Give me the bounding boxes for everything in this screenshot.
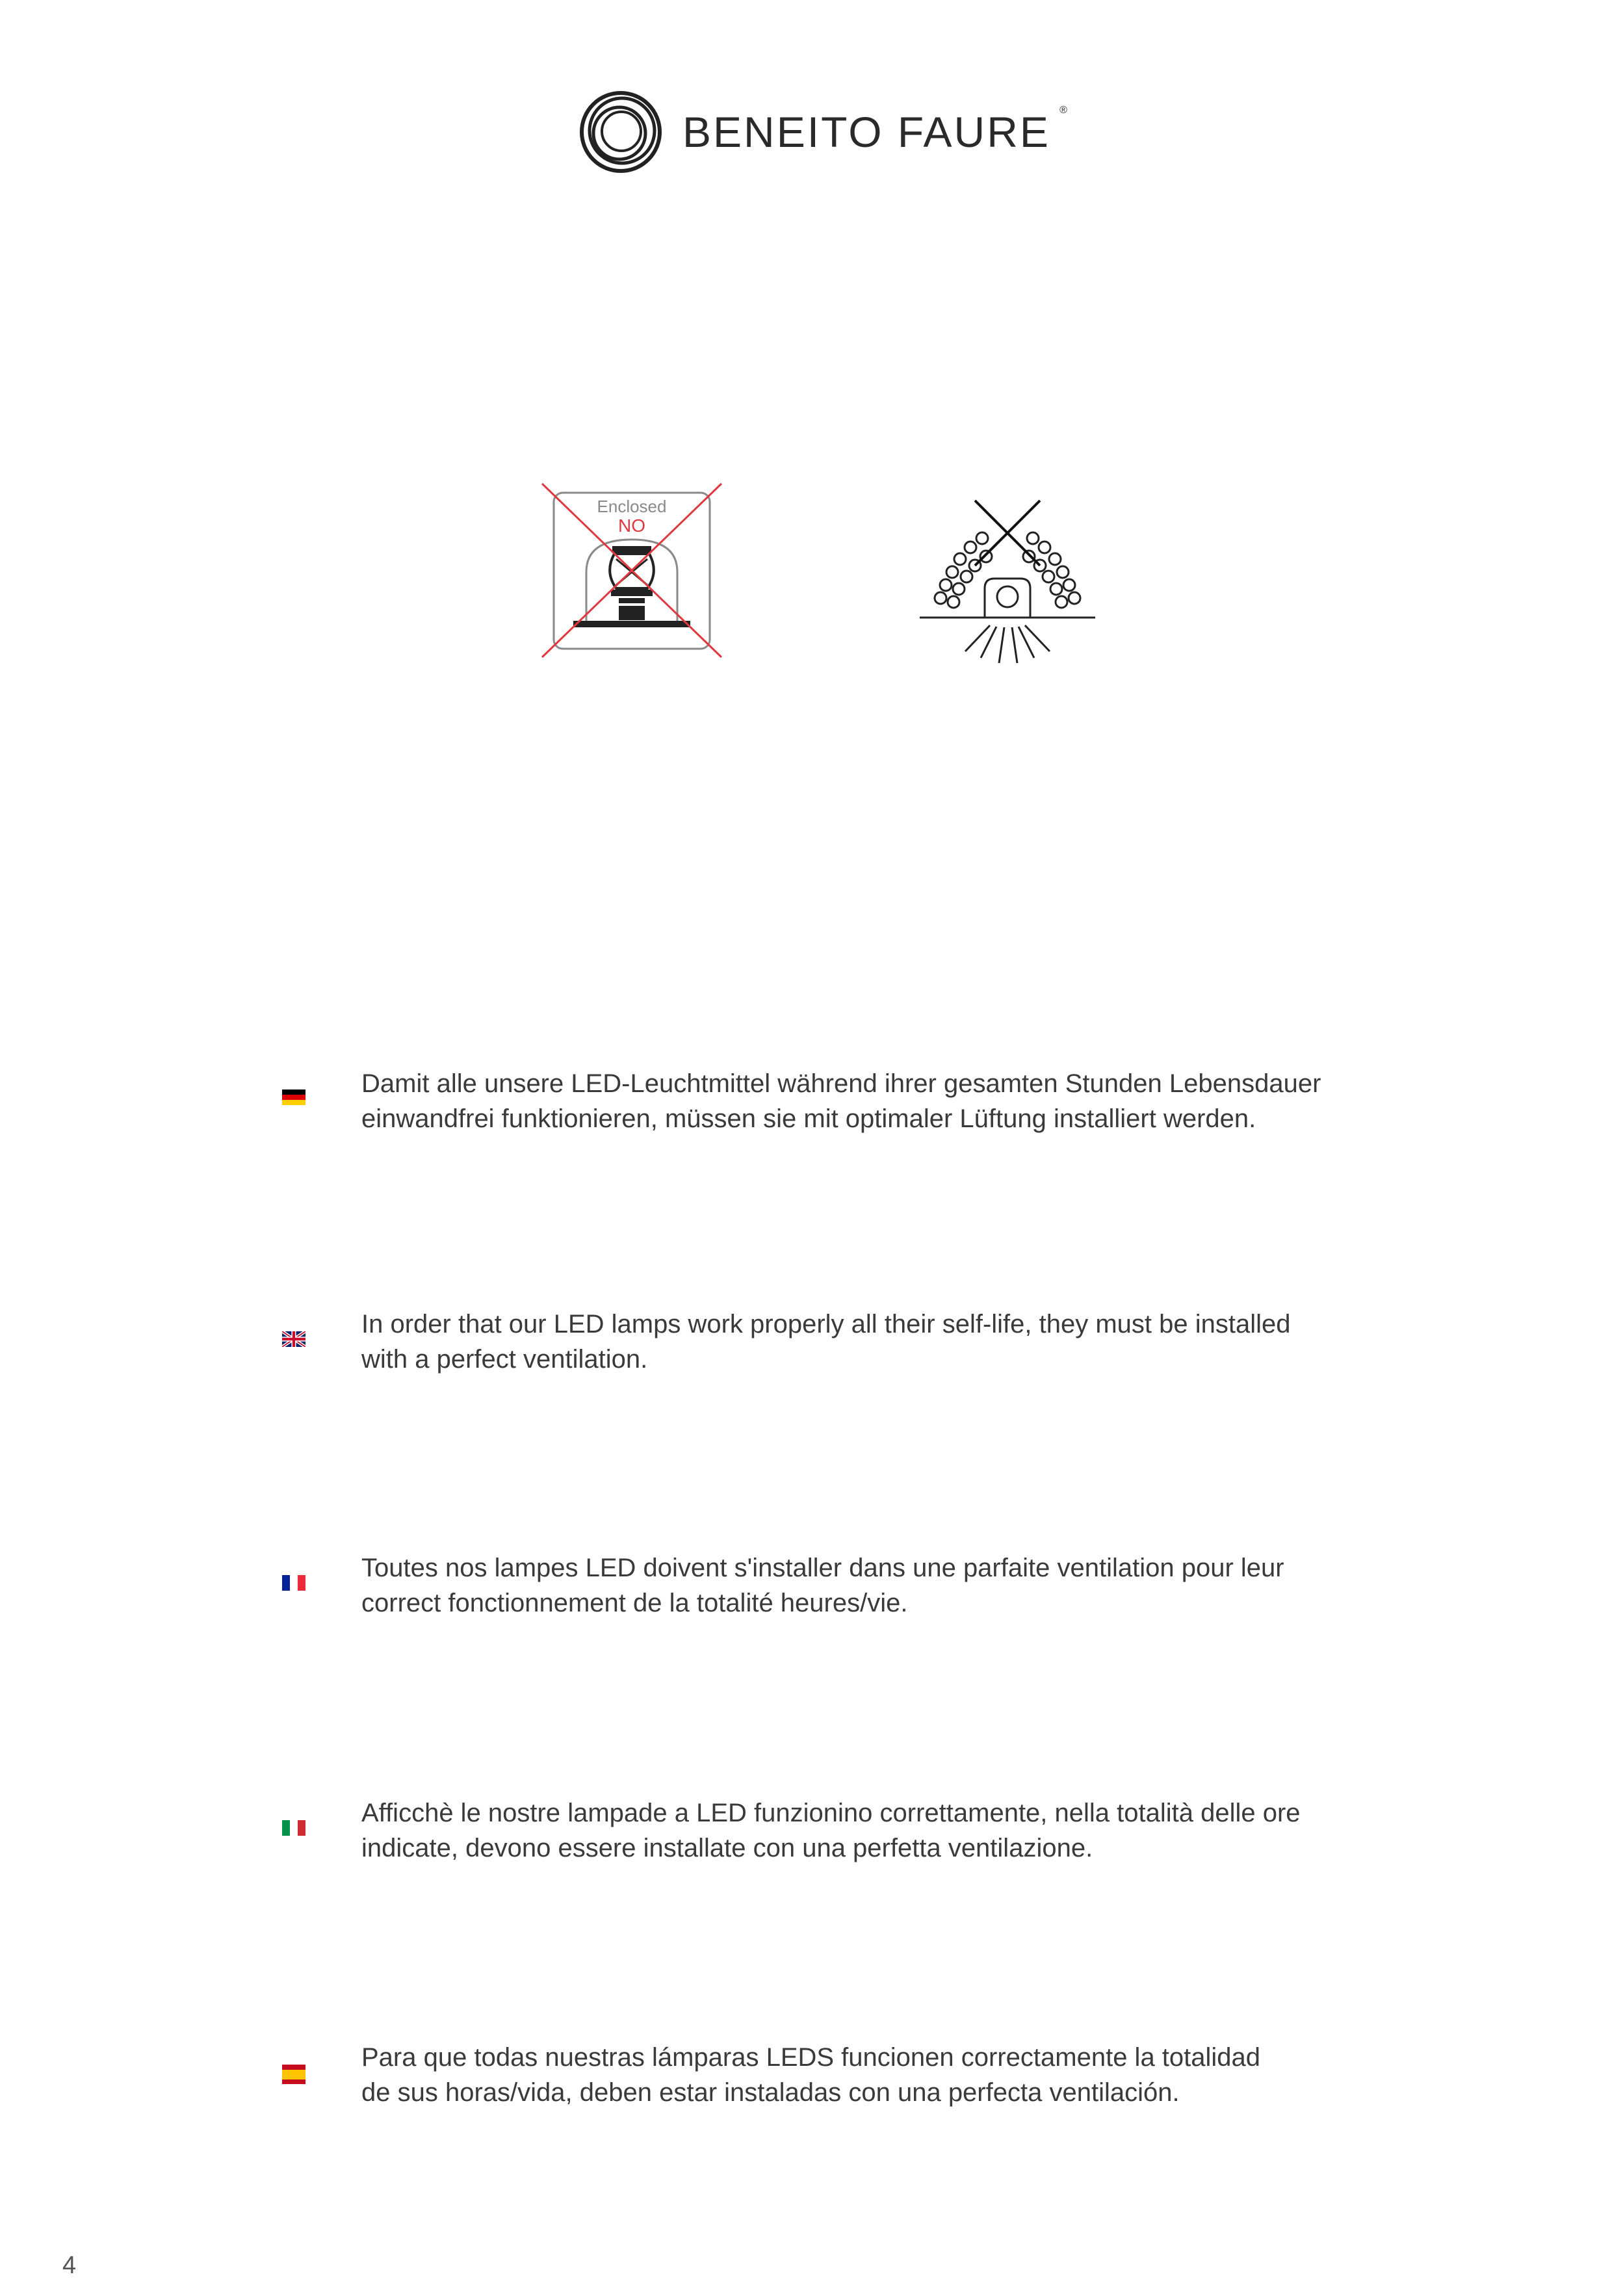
page-number: 4: [62, 2252, 77, 2279]
text-line: with a perfect ventilation.: [361, 1345, 648, 1374]
text-line: In order that our LED lamps work properly all their self-life, they must be installed: [361, 1310, 1291, 1338]
no-label: NO: [618, 515, 645, 536]
germany-flag-icon: [282, 1089, 305, 1105]
text-line: einwandfrei funktionieren, müssen sie mit optimaler Lüftung installiert werden.: [361, 1104, 1256, 1133]
brand-logo: [578, 90, 1067, 174]
spain-flag-icon: [282, 2065, 305, 2084]
france-flag-icon: [282, 1575, 305, 1591]
no-heat-ventilation-icon: [913, 481, 1102, 670]
text-line: de sus horas/vida, deben estar instaladas con una perfecta ventilación.: [361, 2078, 1180, 2107]
text-line: Damit alle unsere LED-Leuchtmittel während ihrer gesamten Stunden Lebensdauer: [361, 1069, 1321, 1098]
text-line: Afficchè le nostre lampade a LED funzionino correttamente, nella totalità delle ore: [361, 1799, 1301, 1827]
uk-flag-icon: [282, 1331, 305, 1347]
text-line: indicate, devono essere installate con una perfetta ventilazione.: [361, 1834, 1093, 1862]
text-line: correct fonctionnement de la totalité heures/vie.: [361, 1589, 908, 1617]
brand-circle-icon: [578, 90, 663, 174]
text-es: [361, 2040, 1427, 2110]
text-fr: [361, 1550, 1427, 1621]
enclosed-fixture-not-allowed-icon: [539, 481, 725, 660]
registered-mark: ®: [1059, 105, 1067, 116]
text-de: [361, 1066, 1427, 1136]
warning-icons: [0, 481, 1623, 676]
text-it: [361, 1795, 1427, 1866]
text-en: [361, 1307, 1427, 1377]
text-line: Para que todas nuestras lámparas LEDS funcionen correctamente la totalidad: [361, 2043, 1261, 2072]
brand-name: BENEITO FAURE ®: [682, 105, 1067, 156]
text-line: Toutes nos lampes LED doivent s'installer dans une parfaite ventilation pour leur: [361, 1554, 1284, 1582]
enclosed-label: Enclosed: [597, 497, 667, 516]
italy-flag-icon: [282, 1820, 305, 1836]
